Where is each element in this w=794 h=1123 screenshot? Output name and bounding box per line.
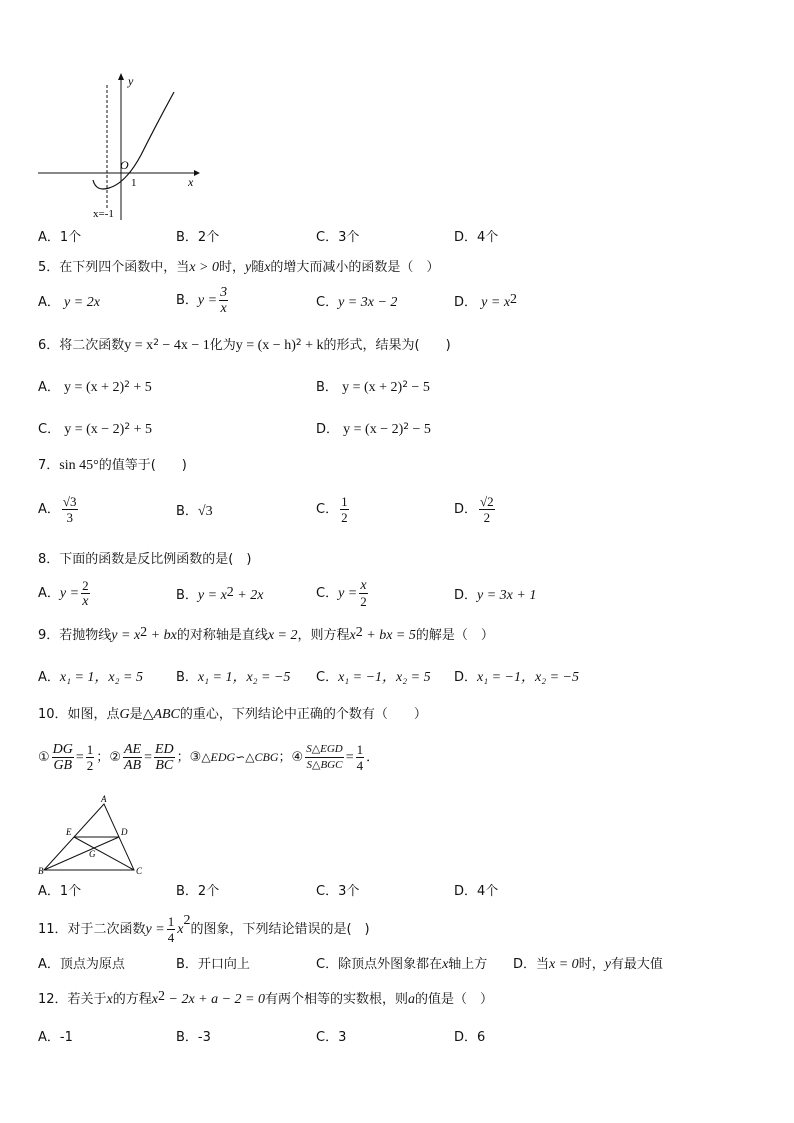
point-d-label: D bbox=[121, 827, 128, 837]
q6-option-a: A． $y = (x + 2)^2 + 5$ bbox=[38, 380, 152, 395]
q7-option-c: C． $\frac{1}{2}$ bbox=[316, 494, 348, 525]
q11-option-d: D．当x = 0时，y有最大值 bbox=[513, 957, 663, 972]
q10-conclusions: ① $\frac{DG}{GB}$ = $\frac{1}{2}$ ；② $\frac{AE}{AB}$ = $\frac{ED}{BC}$ ；③△EDG∽△CBG；④ $\frac{\text{S△EGD}}{\text{S△BGC}}$ = $\frac{1}{4}$ ． bbox=[38, 742, 380, 773]
parabola-graph bbox=[36, 70, 206, 225]
median-bd bbox=[44, 837, 119, 870]
q10-stem: 10．如图，点G是△ABC的重心，下列结论中正确的个数有（ ） bbox=[38, 707, 427, 722]
q4-option-b: B．2个 bbox=[176, 230, 220, 245]
q5-option-c: C．y = 3x − 2 bbox=[316, 295, 398, 310]
q7-stem: 7．sin 45°的值等于( ) bbox=[38, 458, 187, 473]
q11-stem: 11．对于二次函数y = $\frac{1}{4}$ $x^2$的图象，下列结论错误的是( ) bbox=[38, 913, 370, 945]
q6-option-b: B． $y = (x + 2)^2 - 5$ bbox=[316, 380, 430, 395]
q10-option-c: C．3个 bbox=[316, 884, 360, 899]
q4-option-c: C．3个 bbox=[316, 230, 360, 245]
q8-option-a: A．y = $\frac{2}{x}$ bbox=[38, 578, 89, 609]
parabola-curve bbox=[93, 92, 174, 189]
point-e-label: E bbox=[66, 827, 72, 837]
q9-option-a: A．x₁ = 1，x₂ = 5 bbox=[38, 670, 143, 685]
vertex-c-label: C bbox=[136, 866, 143, 876]
q5-option-b: B．y = $\frac{3}{x}$ bbox=[176, 285, 228, 316]
q4-option-a: A．1个 bbox=[38, 230, 82, 245]
x-axis-label: x bbox=[188, 175, 194, 189]
median-ce bbox=[74, 837, 134, 870]
point-g-label: G bbox=[89, 849, 96, 859]
q12-stem: 12．若关于x的方程$x^2 - 2x + a - 2 = 0$有两个相等的实数根，则a的值是（ ） bbox=[38, 989, 494, 1007]
q7-option-b: B．√3 bbox=[176, 504, 213, 519]
q5-stem: 5．在下列四个函数中，当x > 0时，y随x的增大而减小的函数是（ ） bbox=[38, 260, 440, 275]
q9-option-c: C．x₁ = −1，x₂ = 5 bbox=[316, 670, 431, 685]
q8-option-b: B．$y = x^2 + 2x$ bbox=[176, 585, 264, 603]
x-axis-arrow bbox=[194, 170, 200, 176]
tick-1-label: 1 bbox=[131, 177, 137, 189]
q4-option-d: D．4个 bbox=[454, 230, 499, 245]
origin-label: O bbox=[120, 158, 129, 172]
q10-option-d: D．4个 bbox=[454, 884, 499, 899]
q11-option-a: A．顶点为原点 bbox=[38, 957, 125, 972]
q12-option-b: B．-3 bbox=[176, 1030, 211, 1045]
q9-option-b: B．x₁ = 1，x₂ = −5 bbox=[176, 670, 291, 685]
symmetry-label: x=-1 bbox=[93, 208, 114, 220]
q9-option-d: D．x₁ = −1，x₂ = −5 bbox=[454, 670, 579, 685]
q9-stem: 9．若抛物线$y = x^2$ + bx的对称轴是直线x = 2，则方程$x^2$ + bx = 5的解是（ ） bbox=[38, 625, 494, 643]
q8-option-c: C．y = $\frac{x}{2}$ bbox=[316, 578, 367, 609]
q11-option-b: B．开口向上 bbox=[176, 957, 250, 972]
q8-stem: 8．下面的函数是反比例函数的是( ) bbox=[38, 552, 252, 567]
q10-option-a: A．1个 bbox=[38, 884, 82, 899]
q5-option-d: D． $y = x^2$ bbox=[454, 292, 518, 310]
vertex-b-label: B bbox=[38, 866, 44, 876]
q6-option-d: D． $y = (x - 2)^2 - 5$ bbox=[316, 422, 431, 437]
q6-option-c: C． $y = (x - 2)^2 + 5$ bbox=[38, 422, 152, 437]
q12-option-d: D．6 bbox=[454, 1030, 486, 1045]
triangle-figure bbox=[36, 792, 146, 878]
y-axis-label: y bbox=[128, 74, 134, 88]
q8-option-d: D．y = 3x + 1 bbox=[454, 588, 537, 603]
q12-option-c: C．3 bbox=[316, 1030, 347, 1045]
q12-option-a: A．-1 bbox=[38, 1030, 73, 1045]
q6-stem: 6．将二次函数$y = x^2 - 4x - 1$化为$y = (x - h)^2 + k$的形式，结果为( ) bbox=[38, 338, 451, 353]
q10-option-b: B．2个 bbox=[176, 884, 220, 899]
vertex-a-label: A bbox=[101, 794, 107, 804]
q7-option-d: D． $\frac{√2}{2}$ bbox=[454, 494, 494, 525]
q5-option-a: A． y = 2x bbox=[38, 295, 100, 310]
y-axis-arrow bbox=[118, 73, 124, 80]
q11-option-c: C．除顶点外图象都在x轴上方 bbox=[316, 957, 488, 972]
q7-option-a: A． $\frac{√3}{3}$ bbox=[38, 494, 77, 525]
